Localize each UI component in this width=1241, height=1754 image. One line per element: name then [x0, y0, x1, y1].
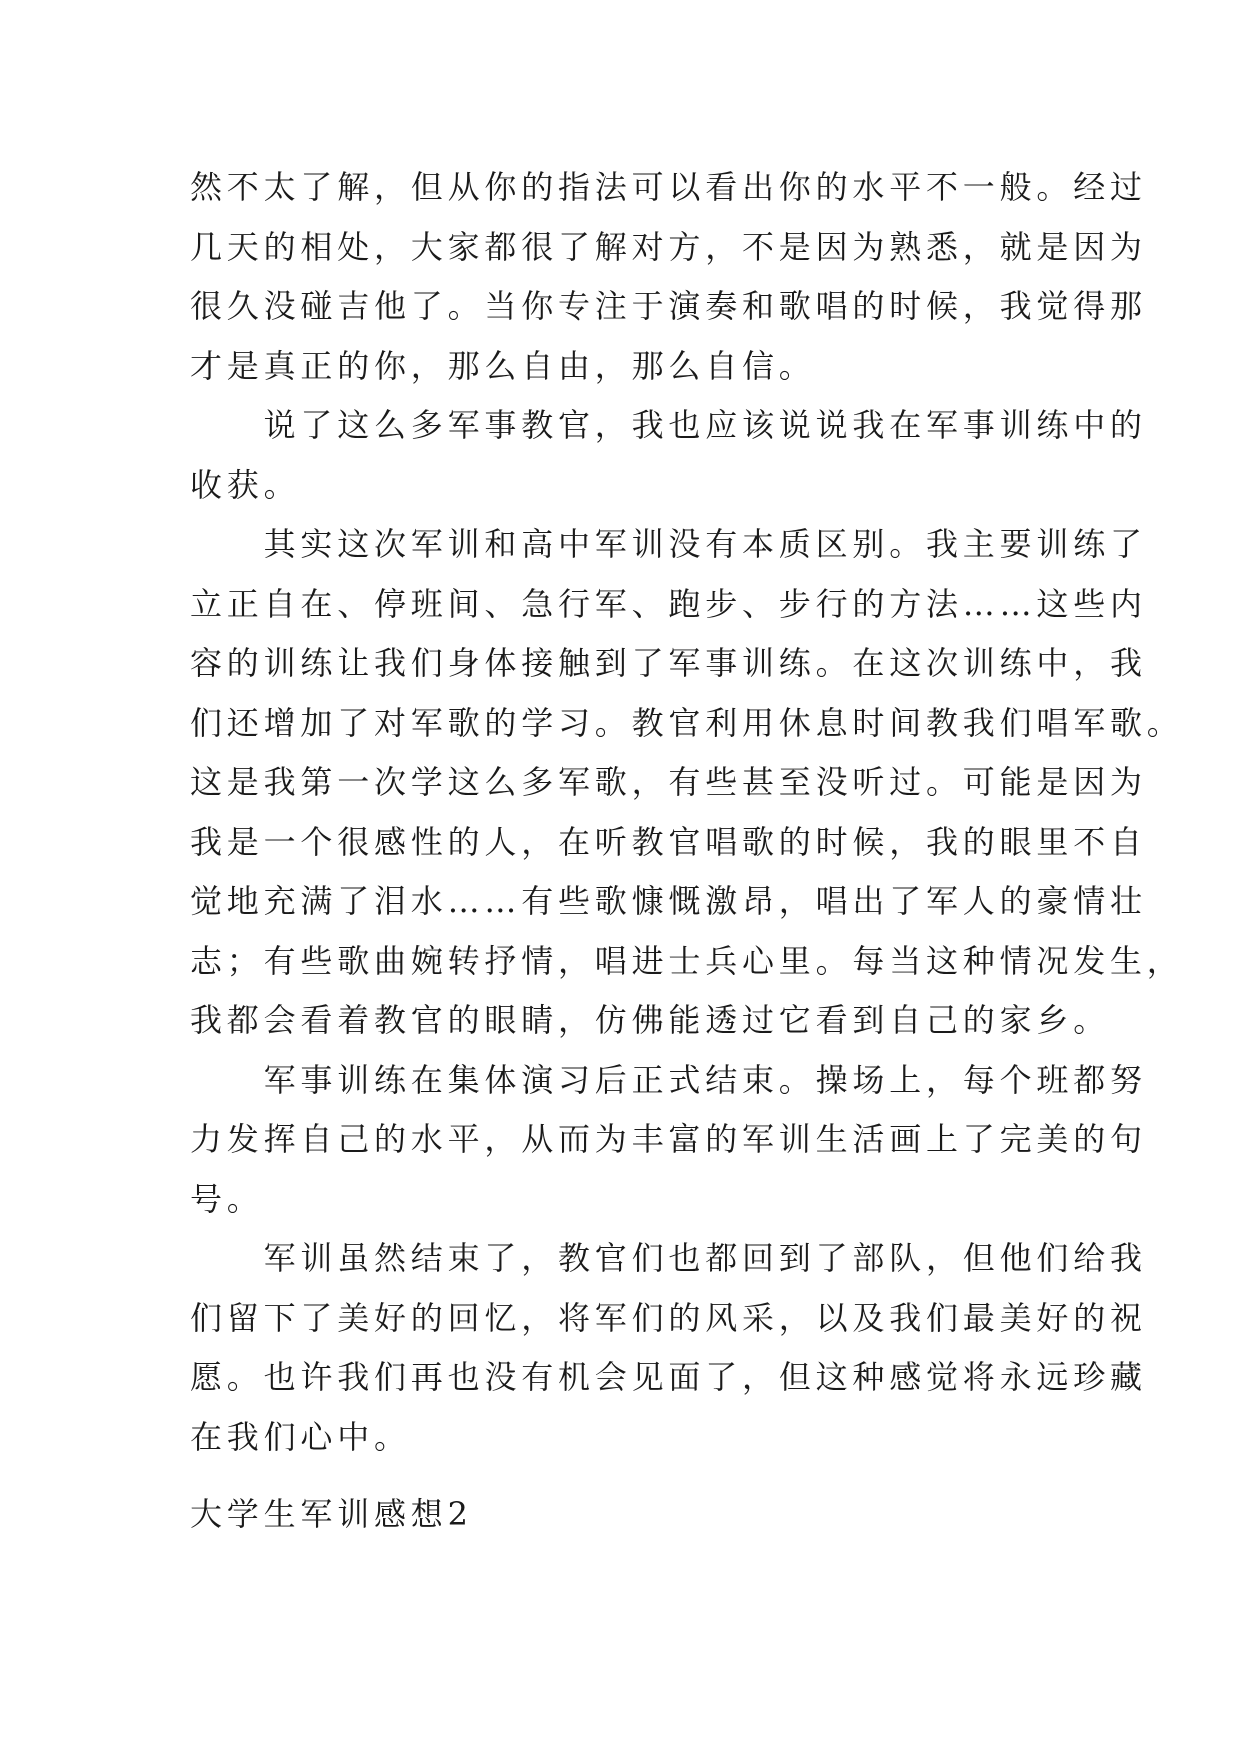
text-line: 立正自在、停班间、急行军、跑步、步行的方法……这些内 — [190, 584, 1147, 623]
section-heading: 大学生军训感想2 — [190, 1495, 473, 1533]
text-line: 愿。也许我们再也没有机会见面了，但这种感觉将永远珍藏 — [190, 1358, 1147, 1396]
text-line: 我是一个很感性的人，在听教官唱歌的时候，我的眼里不自 — [190, 822, 1147, 861]
body-text — [190, 158, 1184, 1467]
text-line: 军训虽然结束了，教官们也都回到了部队，但他们给我 — [190, 1239, 1147, 1277]
text-line: 们留下了美好的回忆，将军们的风采，以及我们最美好的祝 — [190, 1298, 1147, 1337]
text-line: 我都会看着教官的眼睛，仿佛能透过它看到自己的家乡。 — [190, 1001, 1111, 1039]
text-line: 在我们心中。 — [190, 1417, 411, 1456]
text-line: 们还增加了对军歌的学习。教官利用休息时间教我们唱军歌。 — [190, 703, 1184, 742]
text-line: 然不太了解，但从你的指法可以看出你的水平不一般。经过 — [190, 168, 1147, 206]
text-line: 号。 — [190, 1179, 264, 1218]
text-line: 志；有些歌曲婉转抒情，唱进士兵心里。每当这种情况发生， — [190, 941, 1184, 980]
text-line: 很久没碰吉他了。当你专注于演奏和歌唱的时候，我觉得那 — [190, 287, 1147, 325]
text-line: 收获。 — [190, 465, 301, 504]
text-line: 容的训练让我们身体接触到了军事训练。在这次训练中，我 — [190, 644, 1147, 682]
text-line: 这是我第一次学这么多军歌，有些甚至没听过。可能是因为 — [190, 763, 1147, 801]
text-line: 觉地充满了泪水……有些歌慷慨激昂，唱出了军人的豪情壮 — [190, 882, 1147, 920]
text-line: 其实这次军训和高中军训没有本质区别。我主要训练了 — [190, 525, 1147, 563]
text-line: 说了这么多军事教官，我也应该说说我在军事训练中的 — [190, 406, 1147, 444]
text-line: 才是真正的你，那么自由，那么自信。 — [190, 346, 816, 385]
text-line: 军事训练在集体演习后正式结束。操场上，每个班都努 — [190, 1060, 1147, 1099]
text-line: 力发挥自己的水平，从而为丰富的军训生活画上了完美的句 — [190, 1120, 1147, 1158]
text-line: 几天的相处，大家都很了解对方，不是因为熟悉，就是因为 — [190, 227, 1147, 266]
